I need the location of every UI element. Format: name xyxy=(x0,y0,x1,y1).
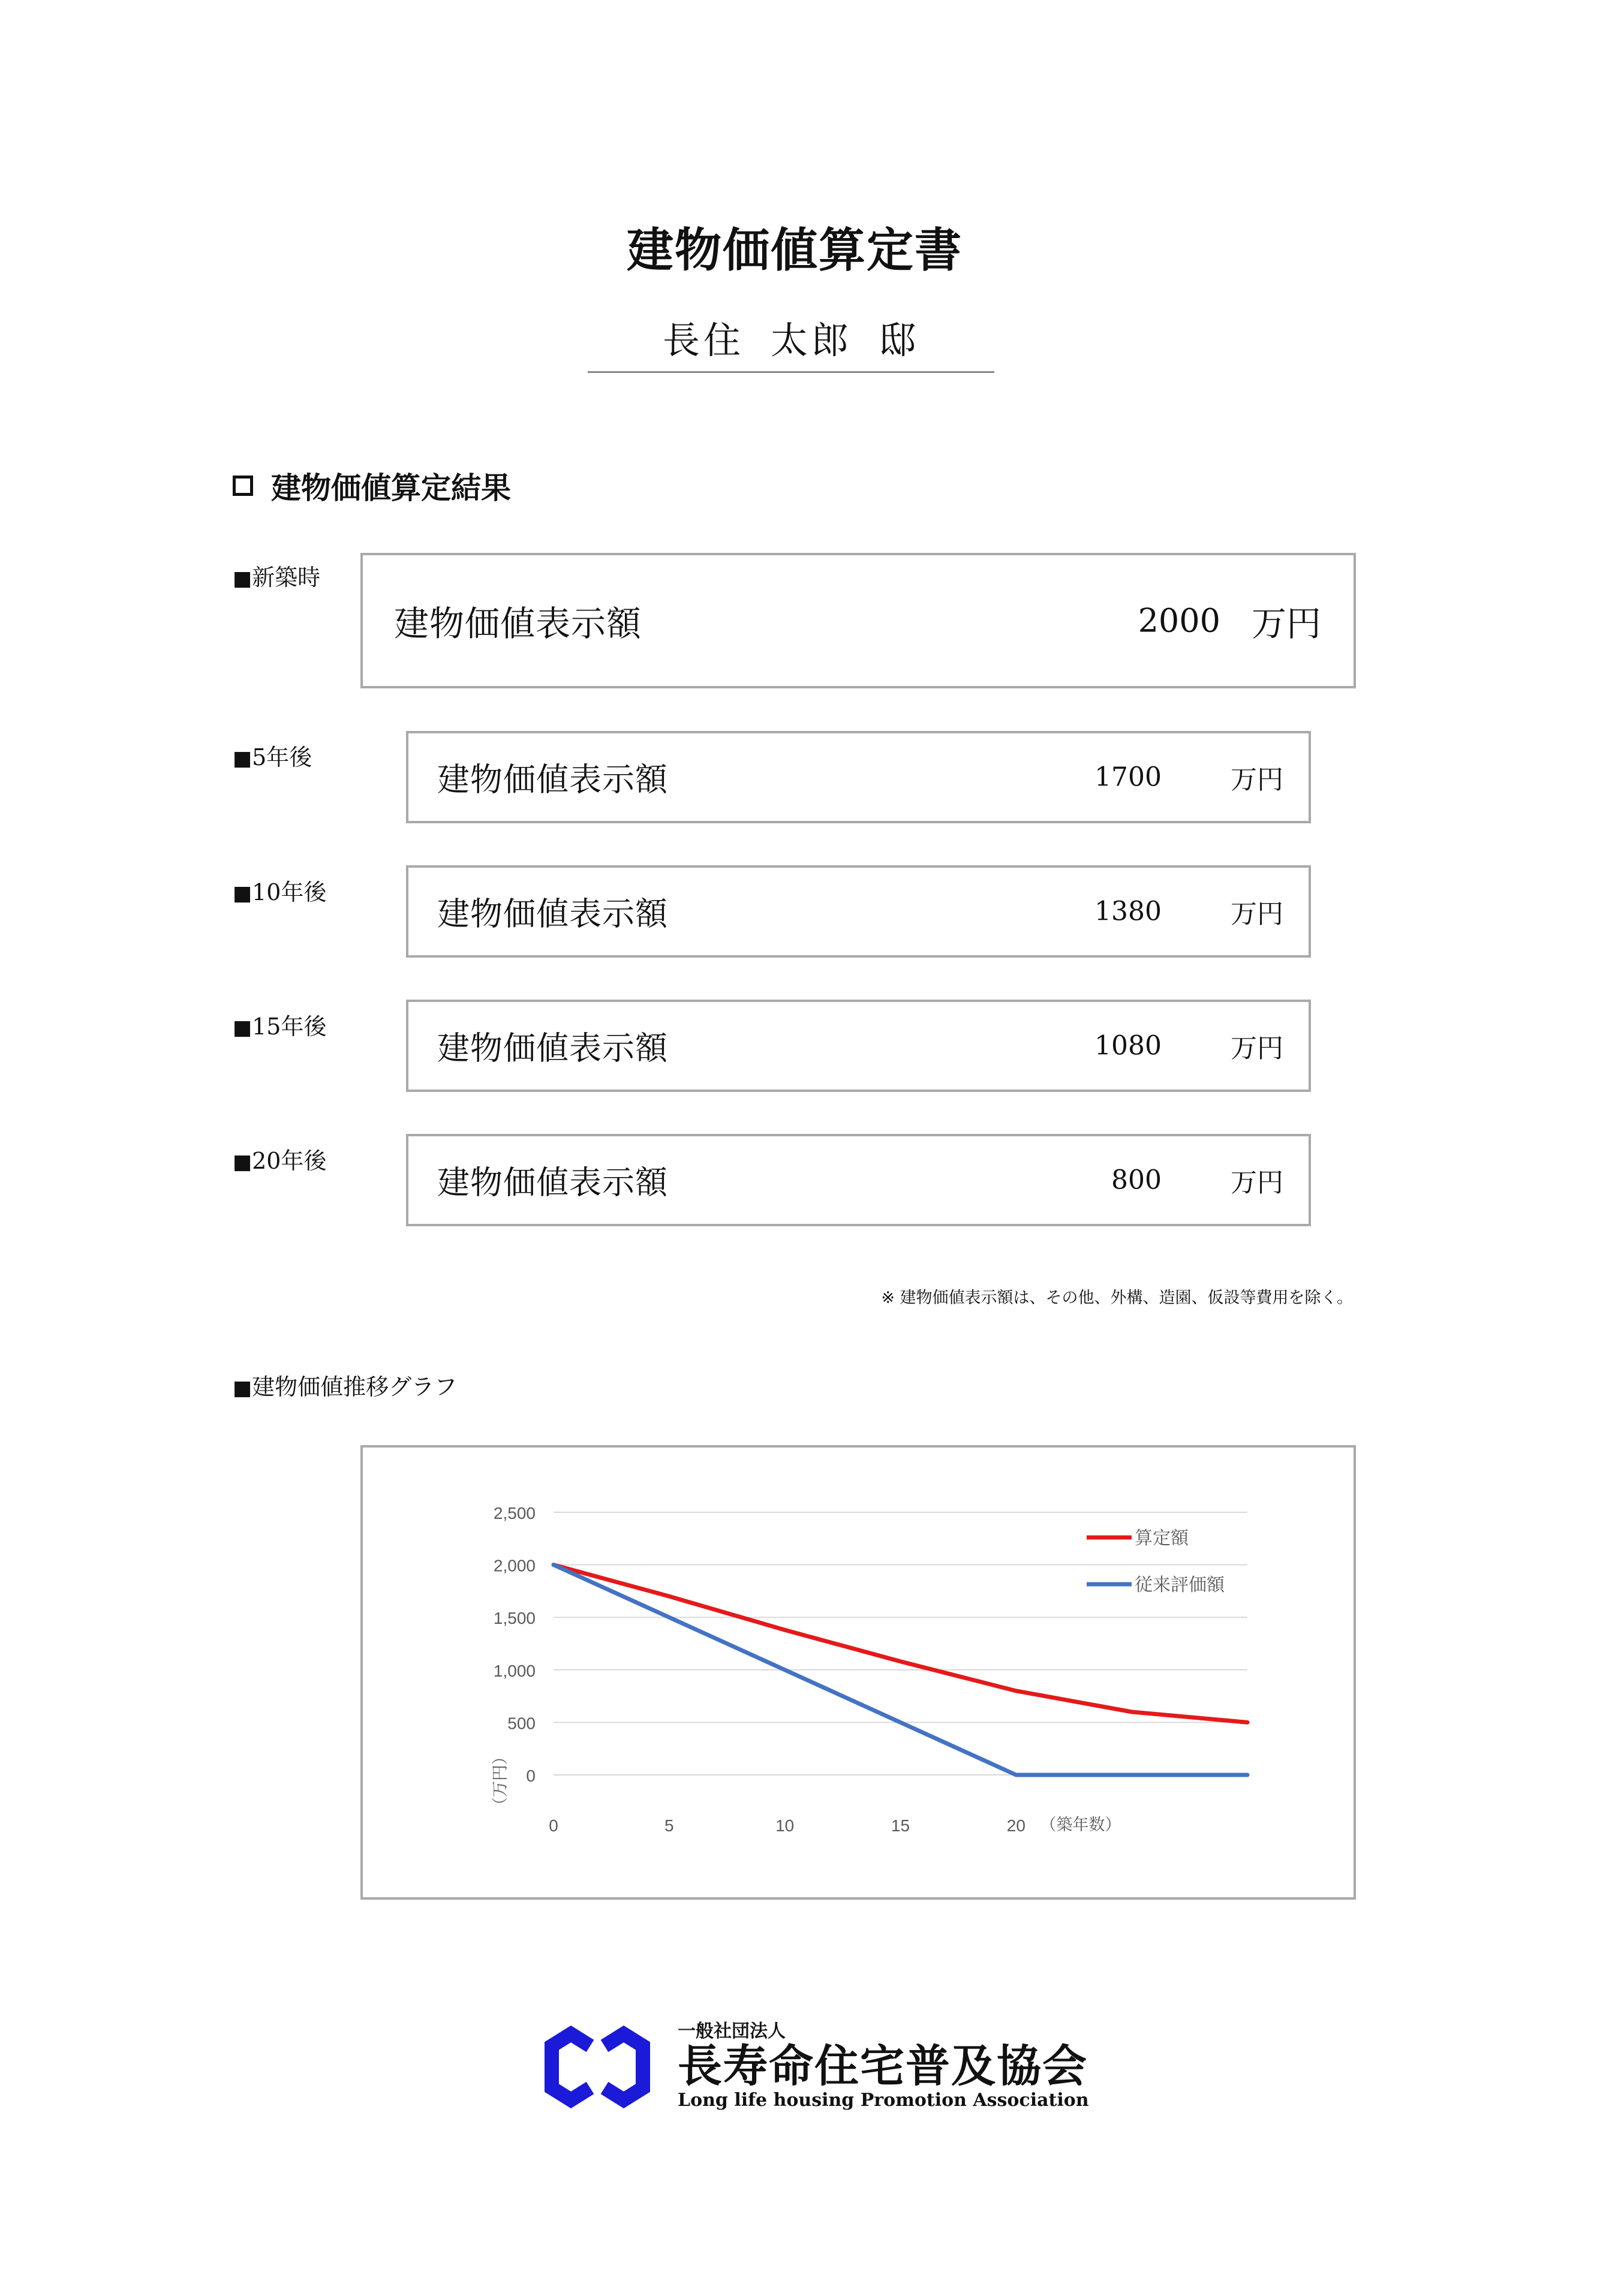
valuation-box-new xyxy=(360,553,1356,688)
page-title: 建物価値算定書 xyxy=(626,224,963,278)
valuation-unit: 万円 xyxy=(1231,765,1283,795)
valuation-label: 建物価値表示額 xyxy=(437,760,668,799)
square-bullet: ■ xyxy=(233,1016,252,1040)
hexagon-logo-icon xyxy=(528,2021,672,2123)
period-label-20y xyxy=(233,1142,326,1175)
y-axis-label: （万円） xyxy=(491,1749,510,1813)
value-chart-svg xyxy=(363,1448,1354,1897)
owner-surname: 長住 xyxy=(662,318,744,362)
valuation-box-15y xyxy=(406,1000,1311,1092)
legend-label: 算定額 xyxy=(1135,1528,1189,1549)
valuation-amount: 1380 xyxy=(1094,896,1162,927)
checkbox-icon xyxy=(233,476,253,496)
section-heading xyxy=(233,464,511,507)
organization-logo xyxy=(528,2016,1103,2118)
square-bullet: ■ xyxy=(233,881,252,905)
valuation-label: 建物価値表示額 xyxy=(394,603,642,644)
x-tick-label: 20 xyxy=(1006,1816,1025,1835)
period-text: 5年後 xyxy=(252,744,312,771)
valuation-amount: 800 xyxy=(1111,1164,1162,1196)
period-text: 10年後 xyxy=(252,879,327,905)
graph-heading xyxy=(233,1368,457,1401)
valuation-amount: 1080 xyxy=(1094,1030,1162,1061)
valuation-unit: 万円 xyxy=(1231,1167,1283,1198)
y-tick-label: 0 xyxy=(526,1767,536,1785)
owner-given: 太郎 xyxy=(770,318,852,362)
period-text: 15年後 xyxy=(252,1013,327,1040)
logo-english-name: Long life housing Promotion Association xyxy=(678,2090,1089,2111)
square-bullet: ■ xyxy=(233,747,252,771)
valuation-unit: 万円 xyxy=(1231,1033,1283,1064)
valuation-label: 建物価値表示額 xyxy=(437,895,668,933)
valuation-label: 建物価値表示額 xyxy=(437,1029,668,1067)
x-axis-label: （築年数） xyxy=(1040,1816,1121,1834)
valuation-unit: 万円 xyxy=(1252,603,1322,644)
valuation-box-10y xyxy=(406,865,1311,958)
logo-org-type: 一般社団法人 xyxy=(678,2021,786,2042)
square-bullet: ■ xyxy=(233,1376,252,1400)
square-bullet: ■ xyxy=(233,567,252,591)
y-tick-label: 2,500 xyxy=(493,1504,536,1522)
valuation-box-20y xyxy=(406,1134,1311,1226)
period-text: 20年後 xyxy=(252,1148,327,1174)
x-tick-label: 15 xyxy=(891,1816,910,1835)
period-label-new xyxy=(233,559,320,592)
logo-text xyxy=(678,2016,1089,2111)
valuation-amount: 2000 xyxy=(1138,601,1220,640)
x-tick-label: 5 xyxy=(664,1816,674,1835)
legend-label: 従来評価額 xyxy=(1135,1575,1225,1596)
value-chart xyxy=(360,1445,1356,1900)
valuation-unit: 万円 xyxy=(1231,899,1283,929)
period-label-5y xyxy=(233,739,312,772)
logo-org-name: 長寿命住宅普及協会 xyxy=(678,2041,1088,2092)
period-text: 新築時 xyxy=(252,564,321,591)
owner-suffix: 邸 xyxy=(879,318,920,362)
y-tick-label: 1,000 xyxy=(493,1661,536,1680)
valuation-amount: 1700 xyxy=(1094,762,1162,793)
footnote: ※ 建物価値表示額は、その他、外構、造園、仮設等費用を除く。 xyxy=(881,1289,1353,1307)
period-label-10y xyxy=(233,874,326,907)
x-tick-label: 0 xyxy=(549,1816,558,1835)
owner-name xyxy=(588,311,994,373)
valuation-box-5y xyxy=(406,731,1311,823)
x-tick-label: 10 xyxy=(775,1816,795,1835)
section-title: 建物価値算定結果 xyxy=(271,471,511,505)
square-bullet: ■ xyxy=(233,1150,252,1174)
y-tick-label: 500 xyxy=(507,1714,536,1733)
graph-heading-text: 建物価値推移グラフ xyxy=(252,1374,458,1400)
valuation-label: 建物価値表示額 xyxy=(437,1163,668,1202)
period-label-15y xyxy=(233,1008,326,1041)
y-tick-label: 2,000 xyxy=(493,1556,536,1575)
y-tick-label: 1,500 xyxy=(493,1609,536,1628)
